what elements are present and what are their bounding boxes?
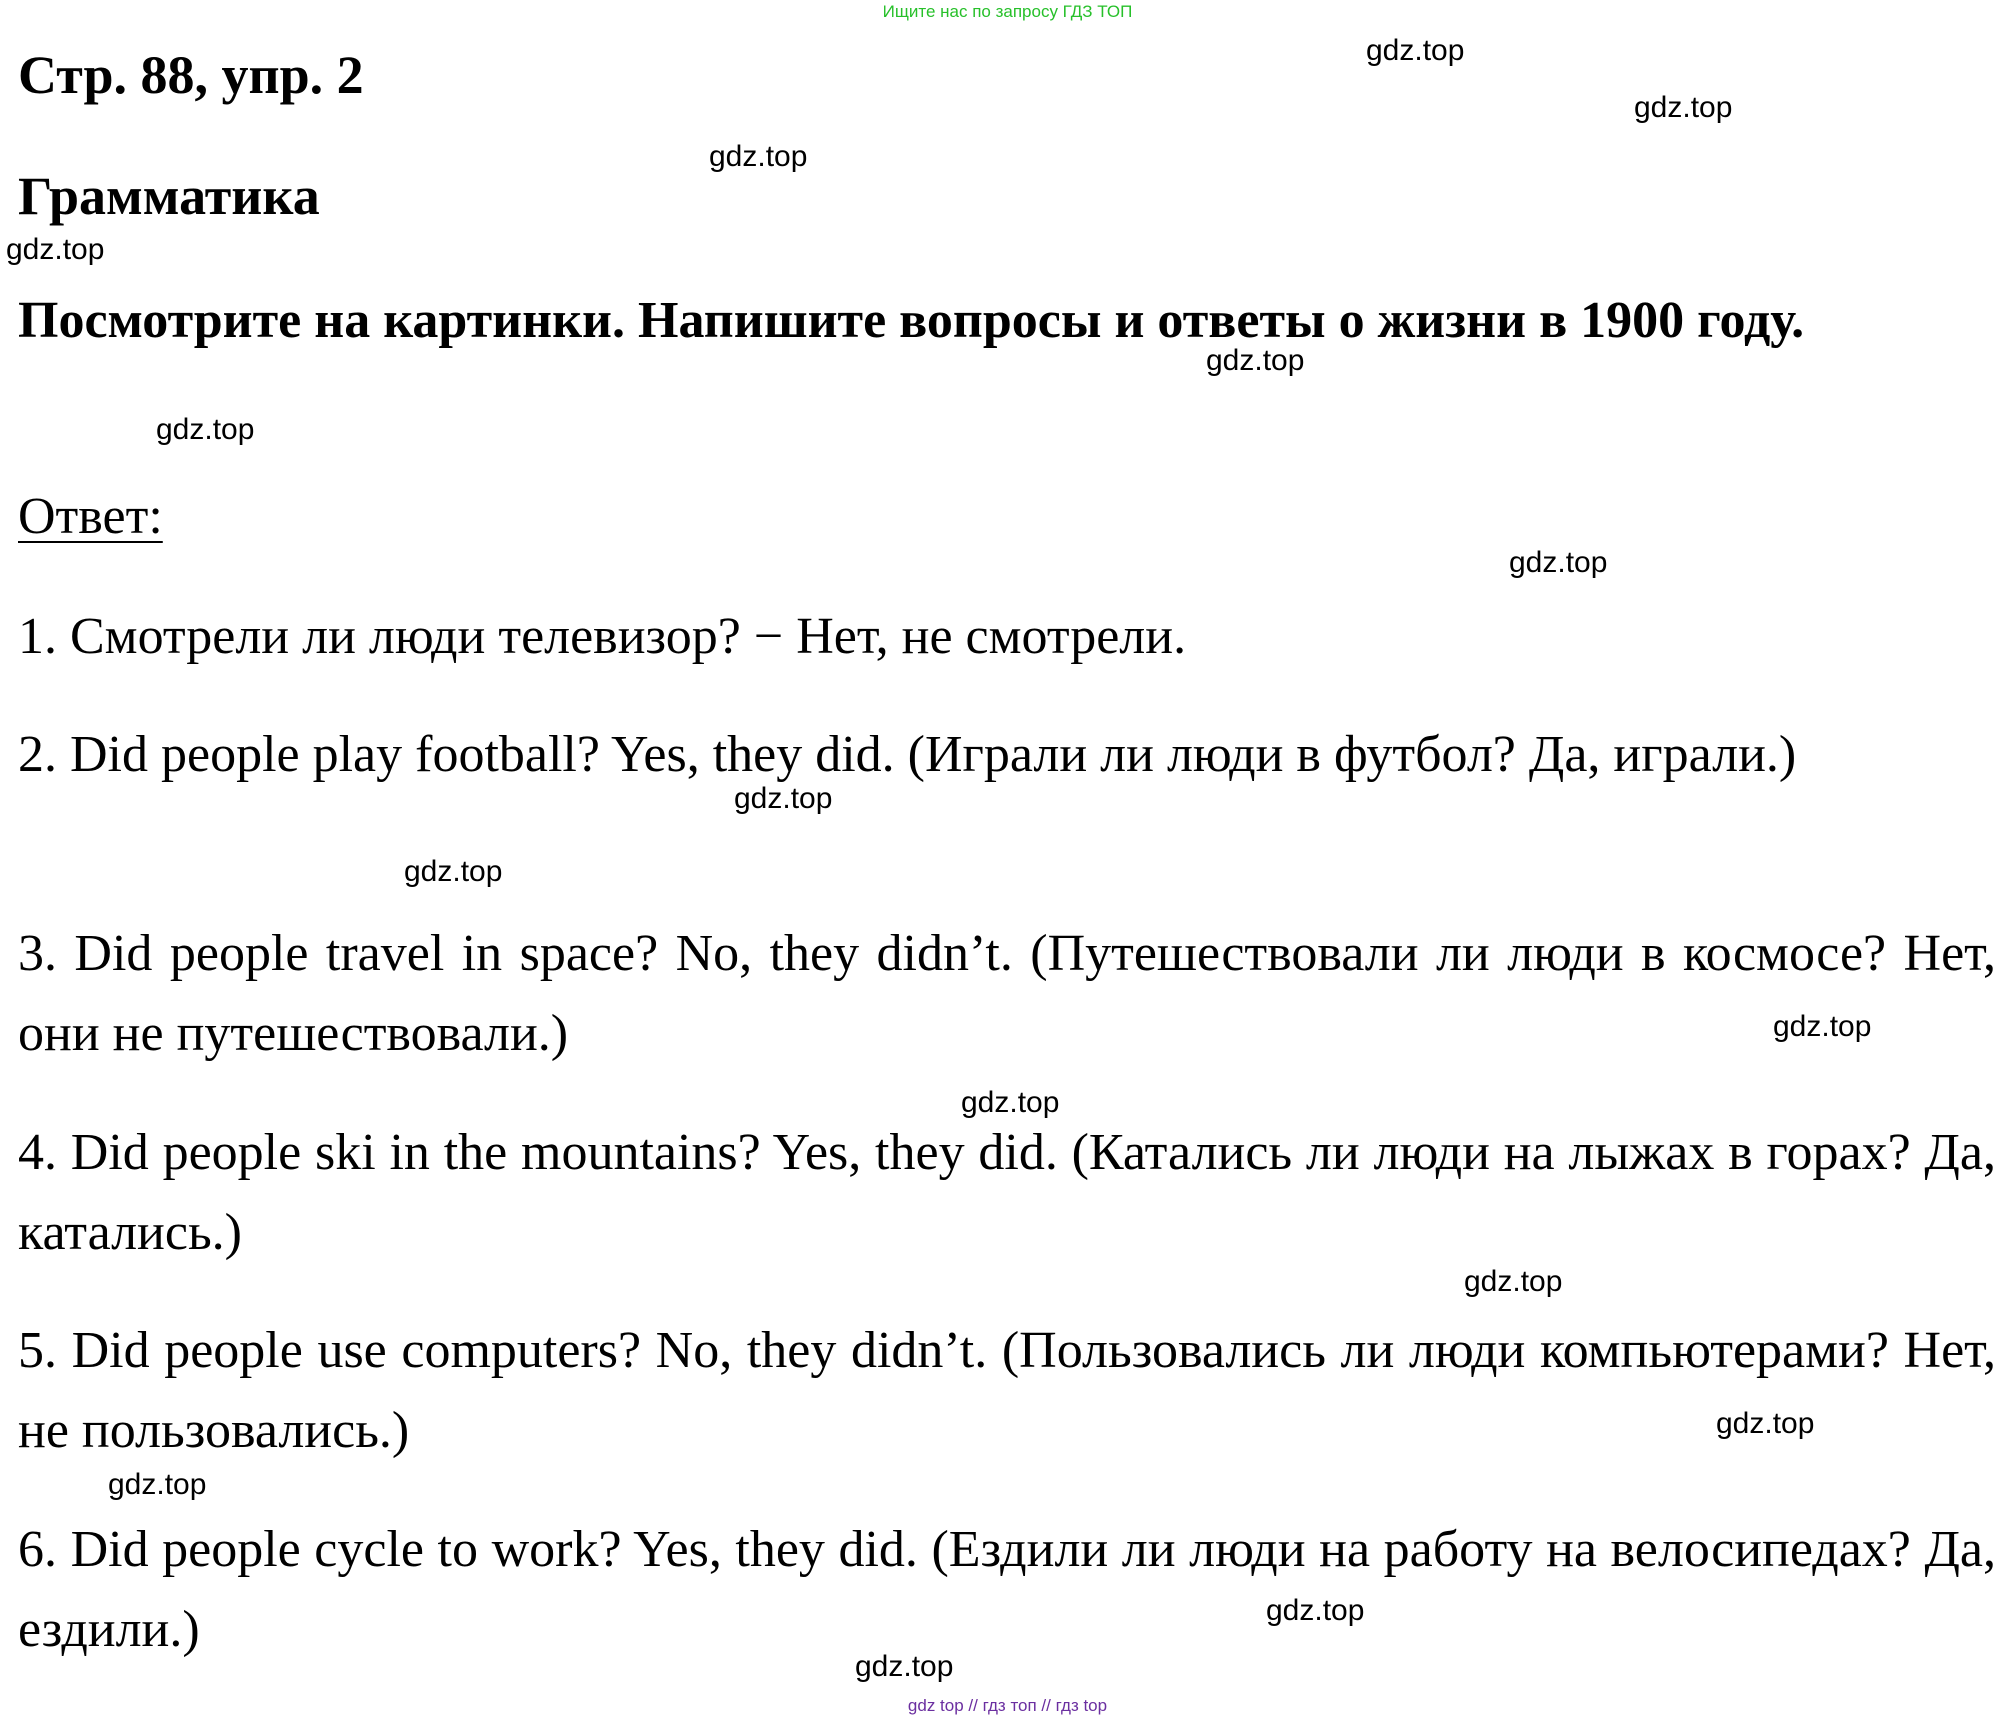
answer-item-5: 5. Did people use computers? No, they didn’t. (Пользовались ли люди компьютерами? Нет, не пользовались.) [18, 1322, 1996, 1459]
watermark: gdz.top [734, 782, 833, 815]
section-title: Грамматика [18, 166, 320, 226]
watermark: gdz.top [1716, 1407, 1815, 1440]
watermark: gdz.top [709, 140, 808, 173]
task-instruction: Посмотрите на картинки. Напишите вопросы и ответы о жизни в 1900 году. [18, 292, 1805, 349]
watermark: gdz.top [6, 233, 105, 266]
answer-label: Ответ: [18, 488, 163, 545]
answer-item-4: 4. Did people ski in the mountains? Yes, they did. (Катались ли люди на лыжах в горах? Да, катались.) [18, 1124, 1996, 1261]
answer-item-1: 1. Смотрели ли люди телевизор? − Нет, не смотрели. [18, 608, 1187, 665]
page-title: Стр. 88, упр. 2 [18, 45, 364, 105]
watermark: gdz.top [108, 1468, 207, 1501]
watermark: gdz.top [1464, 1265, 1563, 1298]
answer-item-6: 6. Did people cycle to work? Yes, they did. (Ездили ли люди на работу на велосипедах? Да, ездили.) [18, 1521, 1996, 1658]
watermark: gdz.top [1266, 1594, 1365, 1627]
watermark: gdz.top [1509, 546, 1608, 579]
watermark: gdz.top [961, 1086, 1060, 1119]
watermark: gdz.top [404, 855, 503, 888]
answer-item-2: 2. Did people play football? Yes, they did. (Играли ли люди в футбол? Да, играли.) [18, 726, 1797, 783]
footer-watermark: gdz top // гдз топ // гдз top [907, 1696, 1108, 1715]
search-banner: Ищите нас по запросу ГДЗ ТОП [882, 2, 1133, 21]
watermark: gdz.top [1773, 1010, 1872, 1043]
watermark: gdz.top [156, 413, 255, 446]
watermark: gdz.top [1366, 34, 1465, 67]
watermark: gdz.top [855, 1650, 954, 1683]
watermark: gdz.top [1206, 344, 1305, 377]
answer-item-3: 3. Did people travel in space? No, they didn’t. (Путешествовали ли люди в космосе? Нет, они не путешествовали.) [18, 925, 1996, 1062]
watermark: gdz.top [1634, 91, 1733, 124]
